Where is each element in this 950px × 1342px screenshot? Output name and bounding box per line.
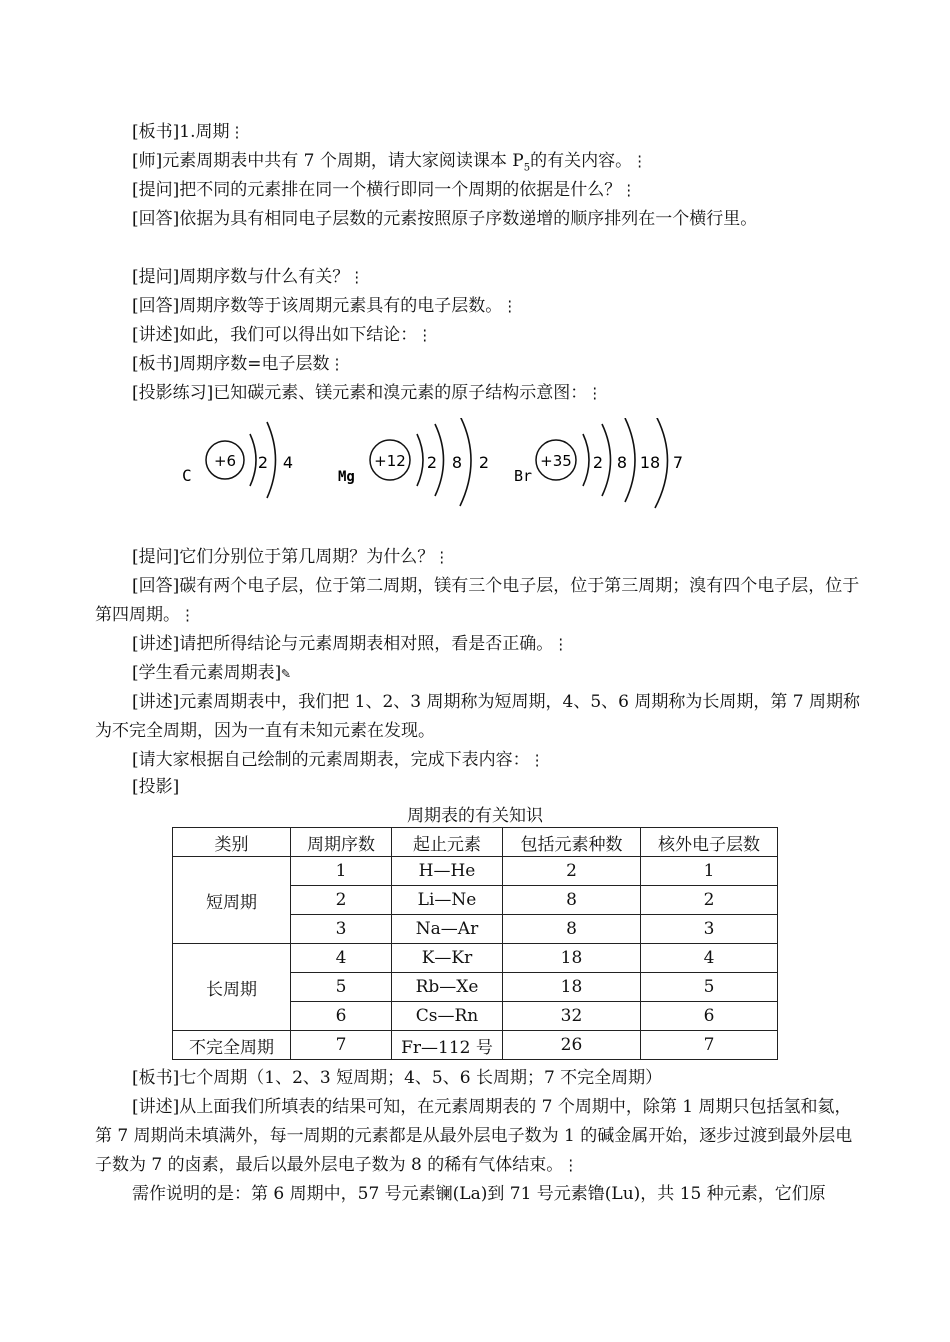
- line-projection: [投影]: [132, 777, 180, 797]
- paragraph-mark-icon: ⋮: [553, 635, 569, 653]
- table-cell: 4: [291, 944, 392, 973]
- carbon-shell-1: [250, 434, 256, 486]
- line-note-lanthanides: 需作说明的是：第 6 周期中，57 号元素镧(La)到 71 号元素镥(Lu)，共 15 种元素，它们原: [132, 1184, 826, 1204]
- paragraph-mark-icon: ⋮: [502, 297, 518, 315]
- line-complete-table: [请大家根据自己绘制的元素周期表，完成下表内容：⋮: [132, 750, 545, 770]
- magnesium-nucleus-charge: +12: [374, 452, 406, 470]
- table-cell: K—Kr: [392, 944, 503, 973]
- carbon-shell-2-count: 4: [282, 453, 294, 472]
- table-row: [173, 944, 778, 973]
- paragraph-mark-icon: ⋮: [329, 355, 345, 373]
- table-header-row: [173, 828, 778, 857]
- carbon-atom-diagram: [182, 422, 293, 498]
- line-answer-periods: [回答]碳有两个电子层，位于第二周期，镁有三个电子层，位于第三周期；溴有四个电子层，位于第四周期。⋮: [95, 576, 860, 625]
- paragraph-mark-icon: ⋮: [563, 1156, 579, 1174]
- table-cell: 2: [291, 886, 392, 915]
- line-students-look: [学生看元素周期表]✎: [132, 663, 291, 683]
- line-question-basis: [提问]把不同的元素排在同一个横行即同一个周期的依据是什么？⋮: [132, 180, 637, 200]
- table-cell: 8: [503, 886, 641, 915]
- table-row: [173, 1031, 778, 1060]
- table-cell: 6: [291, 1002, 392, 1031]
- table-cell: H—He: [392, 857, 503, 886]
- table-cell: 26: [503, 1031, 641, 1060]
- bromine-atom-diagram: [514, 418, 683, 508]
- line-answer-number: [回答]周期序数等于该周期元素具有的电子层数。⋮: [132, 296, 518, 316]
- magnesium-symbol: Mg: [338, 469, 355, 485]
- magnesium-shell-1: [417, 434, 423, 486]
- table-cell: 3: [641, 915, 778, 944]
- table-cell: 6: [641, 1002, 778, 1031]
- line-narrate-structure: [讲述]从上面我们所填表的结果可知，在元素周期表的 7 个周期中，除第 1 周期只包括氢和氦，第 7 周期尚未填满外，每一周期的元素都是从最外层电子数为 1 的碱金属开始，逐步过渡到最外层电子数为 7 的卤素，最后以最外层电子数为 8 的稀有气体结束。⋮: [95, 1097, 853, 1175]
- table-cell: 3: [291, 915, 392, 944]
- carbon-shell-1-count: 2: [257, 453, 269, 472]
- line-question-which-period: [提问]它们分别位于第几周期？为什么？⋮: [132, 547, 450, 567]
- paragraph-mark-icon: ⋮: [621, 181, 637, 199]
- table-cell: 5: [641, 973, 778, 1002]
- paragraph-mark-icon: ⋮: [349, 268, 365, 286]
- magnesium-shell-2-count: 8: [451, 453, 463, 472]
- paragraph-mark-icon: ⋮: [417, 326, 433, 344]
- table-cell: Na—Ar: [392, 915, 503, 944]
- header-period-number: 周期序数: [291, 828, 392, 857]
- category-cell: 不完全周期: [173, 1031, 291, 1060]
- carbon-symbol: C: [182, 466, 192, 485]
- bromine-shell-4-count: 7: [672, 453, 684, 472]
- period-knowledge-table: [172, 827, 778, 1060]
- bromine-shell-2: [602, 424, 611, 496]
- table-caption: 周期表的有关知识: [407, 806, 543, 826]
- header-element-count: 包括元素种数: [503, 828, 641, 857]
- bromine-symbol: Br: [514, 467, 533, 485]
- paragraph-mark-icon: ⋮: [229, 123, 245, 141]
- table-cell: Rb—Xe: [392, 973, 503, 1002]
- bromine-shell-1: [583, 434, 589, 486]
- table-row: [173, 857, 778, 886]
- paragraph-mark-icon: ⋮: [529, 751, 545, 769]
- table-cell: Cs—Rn: [392, 1002, 503, 1031]
- table-cell: 2: [641, 886, 778, 915]
- line-answer-basis: [回答]依据为具有相同电子层数的元素按照原子序数递增的顺序排列在一个横行里。: [132, 209, 758, 229]
- table-cell: Li—Ne: [392, 886, 503, 915]
- paragraph-mark-icon: ⋮: [434, 548, 450, 566]
- line-teacher-intro: [师]元素周期表中共有 7 个周期，请大家阅读课本 $P_5$的有关内容。⋮: [132, 151, 648, 174]
- line-board-period: [板书]1.周期⋮: [132, 122, 245, 142]
- header-start-end: 起止元素: [392, 828, 503, 857]
- table-cell: 8: [503, 915, 641, 944]
- carbon-shell-2: [267, 422, 276, 498]
- bromine-shell-3-count: 18: [639, 453, 661, 472]
- header-shell-count: 核外电子层数: [641, 828, 778, 857]
- pencil-mark-icon: ✎: [281, 664, 291, 682]
- line-narrate-short-long: [讲述]元素周期表中，我们把 1、2、3 周期称为短周期，4、5、6 周期称为长周期，第 7 周期称为不完全周期，因为一直有未知元素在发现。: [95, 692, 860, 741]
- table-cell: 2: [503, 857, 641, 886]
- category-cell: 长周期: [173, 944, 291, 1031]
- table-cell: 18: [503, 944, 641, 973]
- paragraph-mark-icon: ⋮: [587, 384, 603, 402]
- line-board-seven-periods: [板书]七个周期（1、2、3 短周期；4、5、6 长周期；7 不完全周期）: [132, 1068, 663, 1088]
- bromine-shell-1-count: 2: [592, 453, 604, 472]
- magnesium-atom-diagram: [338, 418, 489, 506]
- carbon-nucleus-charge: +6: [213, 452, 237, 470]
- table-cell: 4: [641, 944, 778, 973]
- table-cell: 5: [291, 973, 392, 1002]
- atomic-structure-diagrams: [170, 418, 710, 528]
- table-cell: 1: [641, 857, 778, 886]
- magnesium-shell-3-count: 2: [478, 453, 490, 472]
- table-cell: 32: [503, 1002, 641, 1031]
- table-cell: 7: [291, 1031, 392, 1060]
- bromine-nucleus-charge: +35: [540, 452, 572, 470]
- table-cell: 1: [291, 857, 392, 886]
- line-narrate-compare: [讲述]请把所得结论与元素周期表相对照，看是否正确。⋮: [132, 634, 569, 654]
- table-cell: 7: [641, 1031, 778, 1060]
- line-narrate-conclusion: [讲述]如此，我们可以得出如下结论：⋮: [132, 325, 433, 345]
- magnesium-shell-1-count: 2: [426, 453, 438, 472]
- bromine-shell-2-count: 8: [616, 453, 628, 472]
- table-cell: 18: [503, 973, 641, 1002]
- paragraph-mark-icon: ⋮: [632, 152, 648, 170]
- category-cell: 短周期: [173, 857, 291, 944]
- line-projection-exercise: [投影练习]已知碳元素、镁元素和溴元素的原子结构示意图：⋮: [132, 383, 603, 403]
- paragraph-mark-icon: ⋮: [180, 606, 195, 624]
- line-question-number: [提问]周期序数与什么有关？⋮: [132, 267, 365, 287]
- table-cell: Fr—112 号: [392, 1031, 503, 1060]
- line-board-rule: [板书]周期序数=电子层数⋮: [132, 354, 345, 374]
- header-category: 类别: [173, 828, 291, 857]
